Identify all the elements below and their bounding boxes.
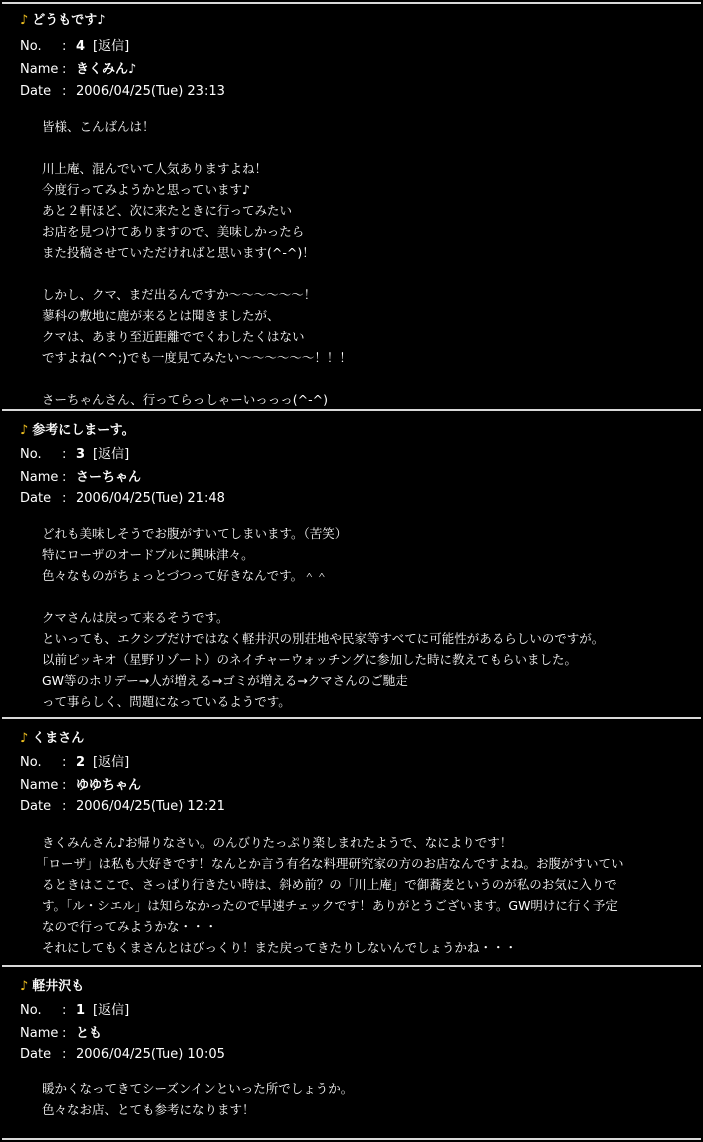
reply-link[interactable]: [返信]: [93, 447, 130, 462]
post-name-row: Name : きくみん♪: [20, 62, 137, 77]
post-number-row: No. : 2 [返信]: [20, 755, 130, 770]
divider: [2, 717, 701, 719]
music-note-icon: ♪: [20, 423, 29, 438]
post-title: ♪ どうもです♪: [20, 13, 106, 28]
post-name-row: Name : ゆゆちゃん: [20, 778, 142, 793]
music-note-icon: ♪: [20, 13, 29, 28]
post-date-row: Date : 2006/04/25(Tue) 23:13: [20, 84, 225, 99]
post-date-row: Date : 2006/04/25(Tue) 21:48: [20, 491, 225, 506]
post-date-row: Date : 2006/04/25(Tue) 12:21: [20, 799, 225, 814]
reply-link[interactable]: [返信]: [93, 39, 130, 54]
post-body: どれも美味しそうでお腹がすいてしまいます。（苦笑） 特にローザのオードブルに興味津々。 色々なものがちょっとづつって好きなんです。＾＾ クマさんは戻って来るそうです。 といっても、エクシブだけではなく軽井沢の別荘地や民家等すべてに可能性があるらしいのですが。 以前ピッキオ（星野リゾート）のネイチャーウォッチングに参加した時に教えてもらいました。 GW等のホリデー→人が増える→ゴミが増える→クマさんのご馳走 って事らしく、問題になっているようです。: [42, 526, 605, 709]
poster-name: きくみん♪: [76, 62, 137, 77]
post-date: 2006/04/25(Tue) 10:05: [76, 1047, 225, 1062]
post-name-row: Name : とも: [20, 1026, 103, 1041]
post-date: 2006/04/25(Tue) 21:48: [76, 491, 225, 506]
post-title: ♪ 軽井沢も: [20, 979, 85, 994]
post-number: 4: [76, 39, 86, 54]
post-title: ♪ くまさん: [20, 731, 85, 746]
post-number-row: No. : 1 [返信]: [20, 1003, 130, 1018]
post-number: 1: [76, 1003, 86, 1018]
poster-name: とも: [76, 1026, 103, 1041]
poster-name: さーちゃん: [76, 470, 142, 485]
post-number: 3: [76, 447, 86, 462]
post-date: 2006/04/25(Tue) 23:13: [76, 84, 225, 99]
post-title: ♪ 参考にしまーす。: [20, 423, 135, 438]
post-name-row: Name : さーちゃん: [20, 470, 142, 485]
post-date: 2006/04/25(Tue) 12:21: [76, 799, 225, 814]
post-body: 皆様、こんばんは！ 川上庵、混んでいて人気ありますよね！ 今度行ってみようかと思っています♪ あと２軒ほど、次に来たときに行ってみたい お店を見つけてありますので、美味しかったら また投稿させていただければと思います(^-^)！ しかし、クマ、まだ出るんですか〜〜〜〜〜〜！ 蓼科の敷地に鹿が来るとは聞きましたが、 クマは、あまり至近距離ででくわしたくはない ですよね(^^;)でも一度見てみたい〜〜〜〜〜〜！！！ さーちゃんさん、行ってらっしゃーいっっっ(^-^): [42, 119, 352, 407]
post-body: きくみんさん♪お帰りなさい。のんびりたっぷり楽しまれたようで、なによりです！ 「ローザ」は私も大好きです！なんとか言う有名な料理研究家の方のお店なんですよね。お腹がすいてい るときはここで、さっぱり行きたい時は、斜め前？の「川上庵」で御蕎麦というのが私のお気に入りで す。「ル・シエル」は知らなかったので早速チェックです！ありがとうございます。GW明けに行く予定 なので行ってみようかな・・・ それにしてもくまさんとはびっくり！また戻ってきたりしないんでしょうかね・・・: [36, 835, 624, 955]
post-date-row: Date : 2006/04/25(Tue) 10:05: [20, 1047, 225, 1062]
divider: [2, 965, 701, 967]
music-note-icon: ♪: [20, 731, 29, 746]
post-number-row: No. : 3 [返信]: [20, 447, 130, 462]
post-body: 暖かくなってきてシーズンインといった所でしょうか。 色々なお店、とても参考になります！: [42, 1081, 354, 1117]
post-number: 2: [76, 755, 86, 770]
reply-link[interactable]: [返信]: [93, 755, 130, 770]
divider: [2, 2, 701, 4]
divider: [2, 1138, 701, 1140]
music-note-icon: ♪: [20, 979, 29, 994]
poster-name: ゆゆちゃん: [76, 778, 142, 793]
divider: [2, 409, 701, 411]
post-number-row: No. : 4 [返信]: [20, 39, 130, 54]
reply-link[interactable]: [返信]: [93, 1003, 130, 1018]
